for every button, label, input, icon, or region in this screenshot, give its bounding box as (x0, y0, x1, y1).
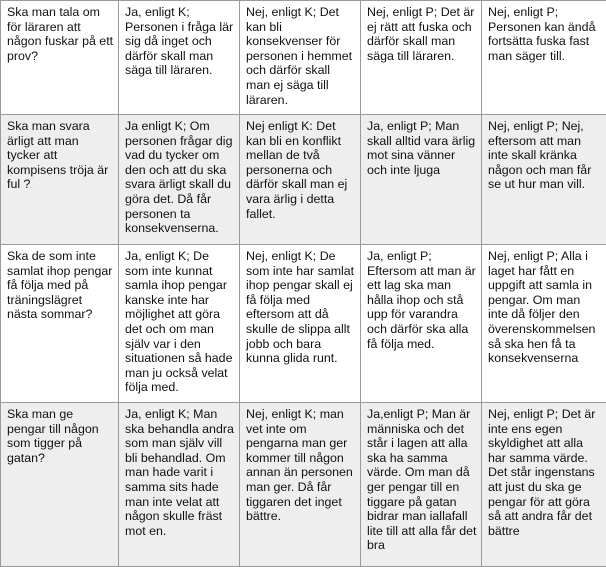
question-cell: Ska man tala om för läraren att någon fuskar på ett prov? (1, 1, 119, 115)
answer-cell: Ja, enligt P; Man skall alltid vara ärlig mot sina vänner och inte ljuga (361, 115, 482, 245)
answer-cell: Nej, enligt P; Det är inte ens egen skyldighet att alla har samma värde. Det står ingenstans att just du ska ge pengar för att göra så att andra får det bättre (482, 403, 606, 567)
answer-cell: Ja, enligt K; Man ska behandla andra som man själv vill bli behandlad. Om man hade varit i samma sits hade man inte velat att någon skulle fräst mot en. (119, 403, 240, 567)
answer-cell: Ja, enligt K; Personen i fråga lär sig då inget och därför skall man säga till läraren. (119, 1, 240, 115)
question-cell: Ska man svara ärligt att man tycker att kompisens tröja är ful ? (1, 115, 119, 245)
table-row (1, 245, 606, 403)
answer-cell: Ja,enligt P; Man är människa och det står i lagen att alla ska ha samma värde. Om man då ger pengar till en tiggare på gatan bidrar man iallafall lite till att alla får det bra (361, 403, 482, 567)
answer-cell: Ja, enligt P; Eftersom att man är ett lag ska man hålla ihop och stå upp för varandra och därför ska alla få följa med. (361, 245, 482, 403)
table-row (1, 403, 606, 567)
answer-cell: Ja enligt K; Om personen frågar dig vad du tycker om den och att du ska svara ärligt skall du göra det. Då får personen ta konsekvenserna. (119, 115, 240, 245)
answer-cell: Nej enligt K: Det kan bli en konflikt mellan de två personerna och därför skall man ej vara ärlig i detta fallet. (240, 115, 361, 245)
answer-cell: Nej, enligt K; Det kan bli konsekvenser för personen i hemmet och därför skall man ej säga till läraren. (240, 1, 361, 115)
question-cell: Ska man ge pengar till någon som tigger på gatan? (1, 403, 119, 567)
answer-cell: Nej, enligt K; De som inte har samlat ihop pengar skall ej få följa med eftersom att då skulle de slippa allt jobb och bara kunna glida runt. (240, 245, 361, 403)
table-row (1, 1, 606, 115)
answer-cell: Nej, enligt P; Nej, eftersom att man inte skall kränka någon och man får se ut hur man vill. (482, 115, 606, 245)
answer-cell: Ja, enligt K; De som inte kunnat samla ihop pengar kanske inte har möjlighet att göra det och om man själv var i den situationen så hade man ju också velat följa med. (119, 245, 240, 403)
answer-cell: Nej, enligt K; man vet inte om pengarna man ger kommer till någon annan än personen man ger. Då får tiggaren det inget bättre. (240, 403, 361, 567)
answer-cell: Nej, enligt P; Det är ej rätt att fuska och därför skall man säga till läraren. (361, 1, 482, 115)
answer-cell: Nej, enligt P; Alla i laget har fått en uppgift att samla in pengar. Om man inte då följer den överenskommelsen så ska hen få ta konsekvenserna (482, 245, 606, 403)
table-row (1, 115, 606, 245)
answer-cell: Nej, enligt P; Personen kan ändå fortsätta fuska fast man säger till. (482, 1, 606, 115)
question-cell: Ska de som inte samlat ihop pengar få följa med på träningslägret nästa sommar? (1, 245, 119, 403)
